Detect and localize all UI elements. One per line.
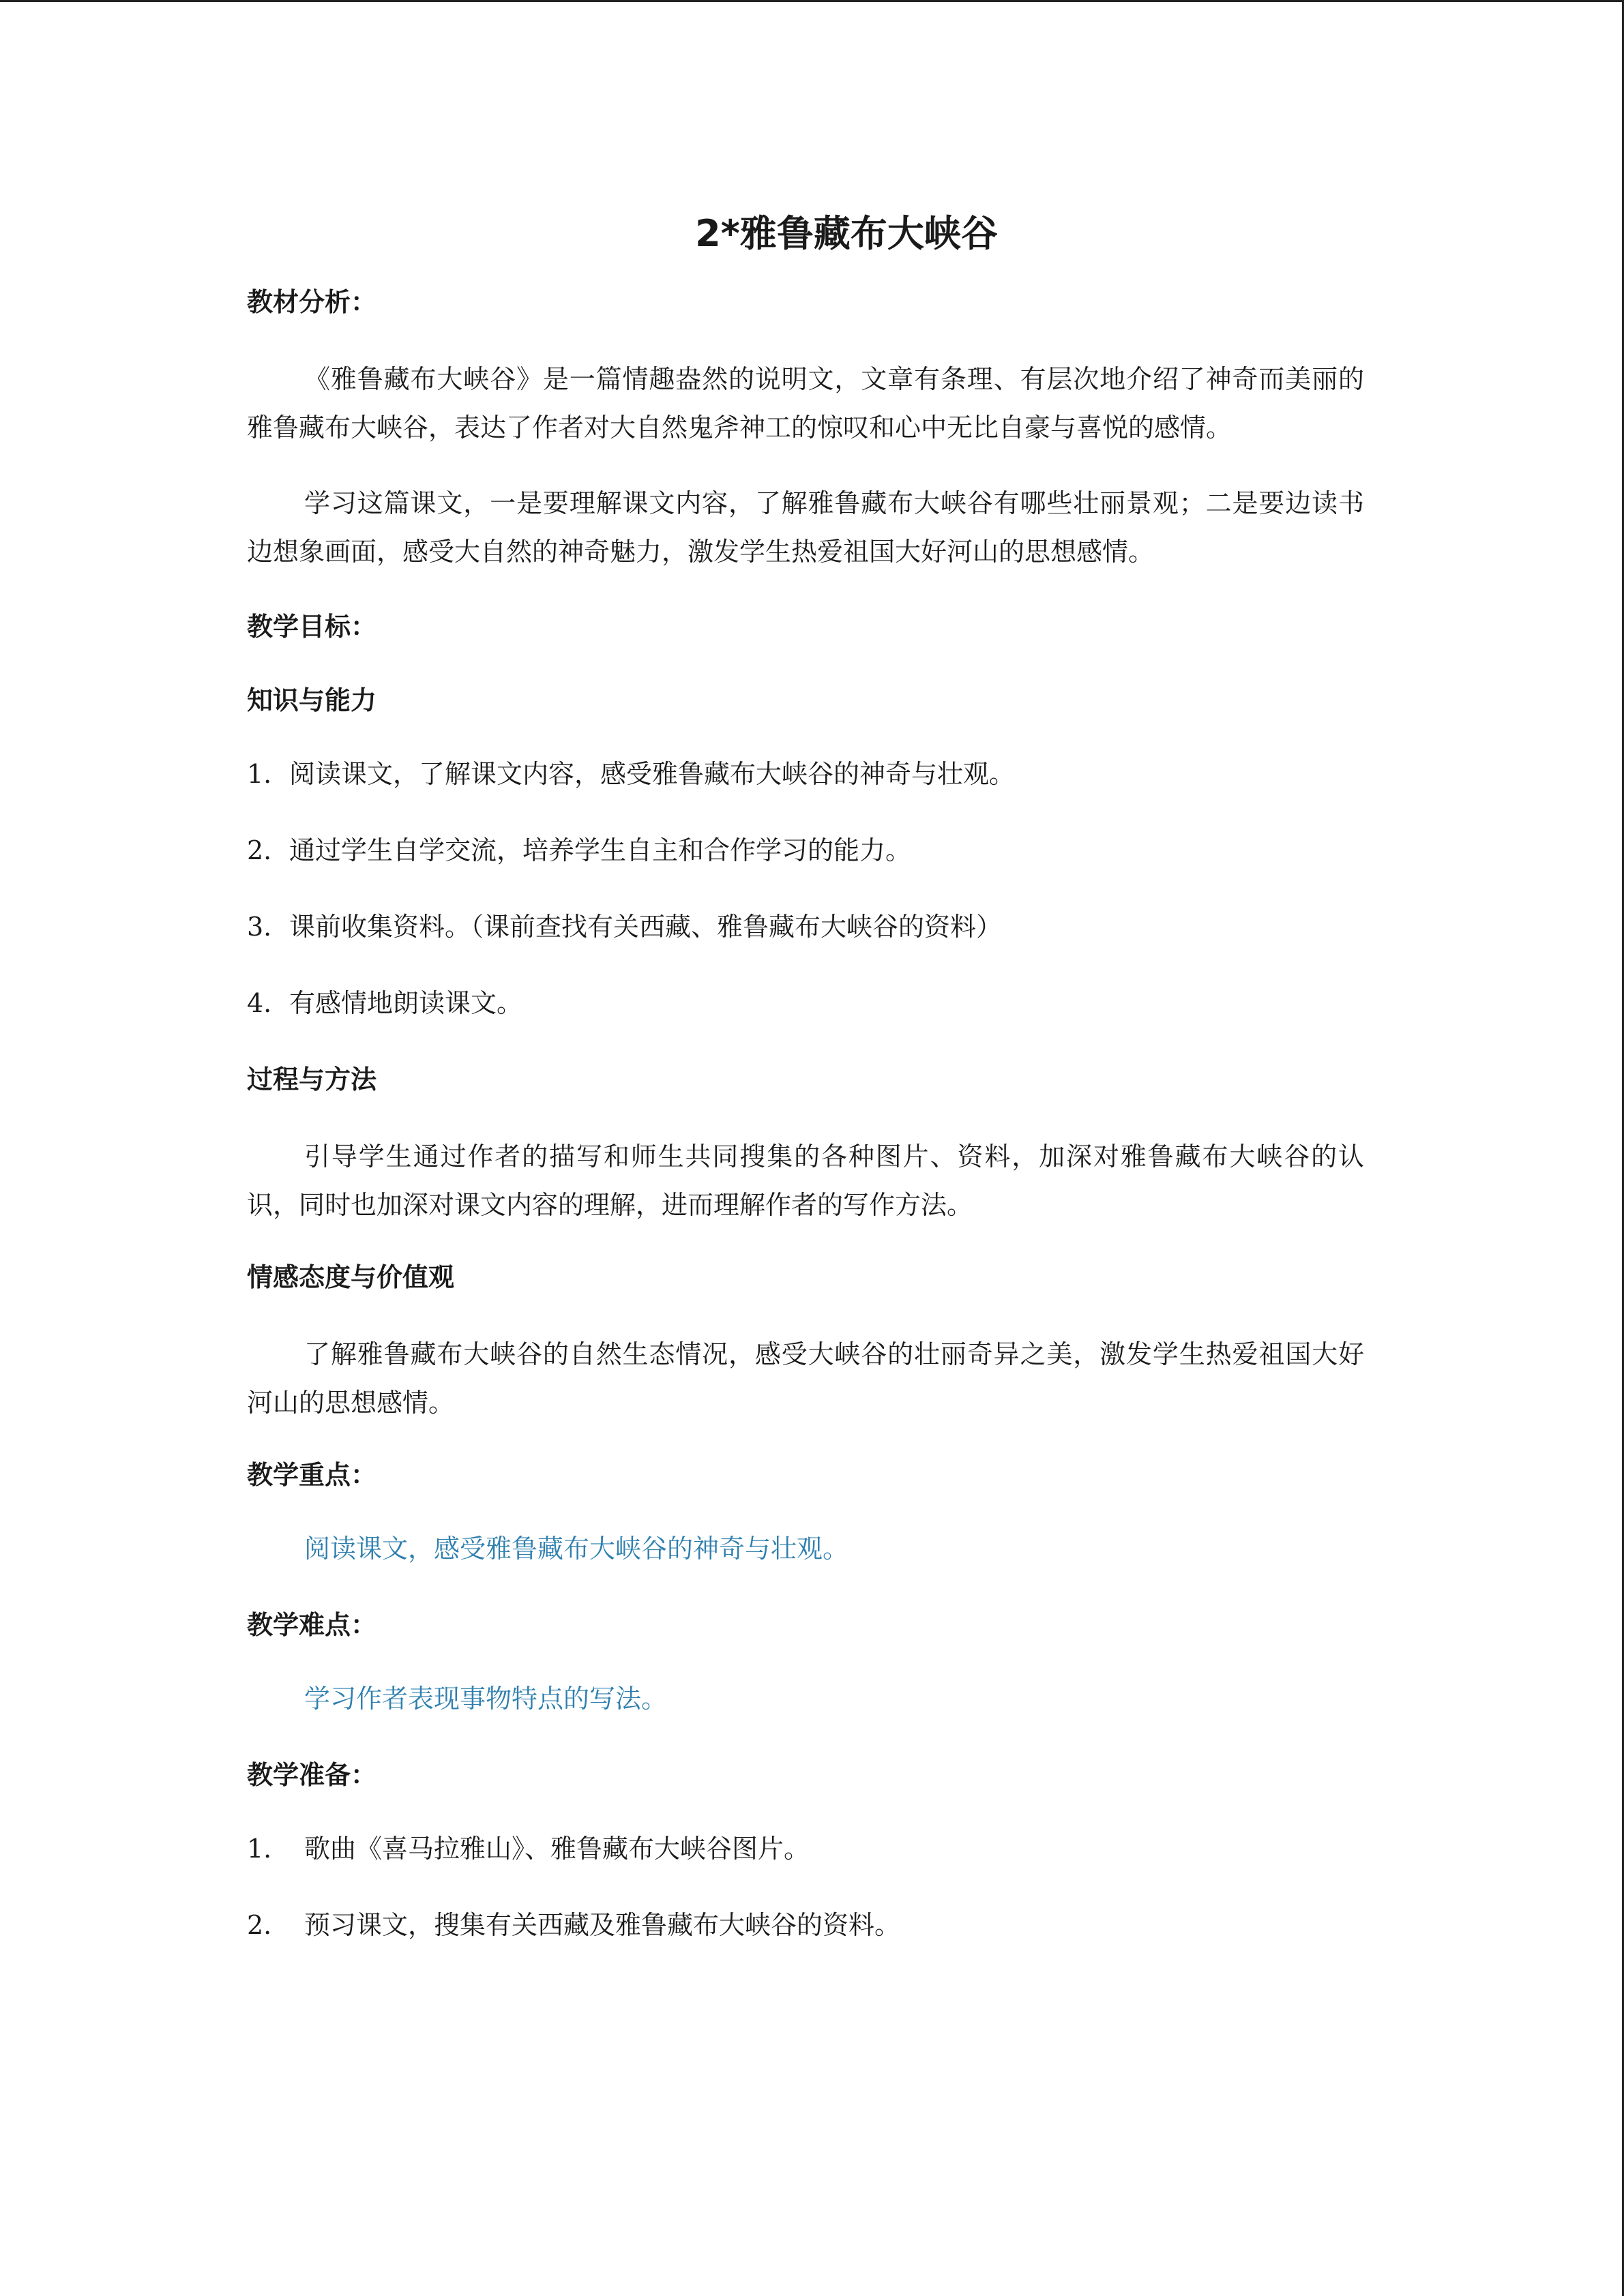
difficulty-heading: 教学难点：	[247, 1610, 377, 1640]
emotion-heading: 情感态度与价值观	[247, 1262, 455, 1292]
material-paragraph-1: 《雅鲁藏布大峡谷》是一篇情趣盎然的说明文，文章有条理、有层次地介绍了神奇而美丽的雅鲁藏布大峡谷，表达了作者对大自然鬼斧神工的惊叹和心中无比自豪与喜悦的感情。	[247, 364, 1364, 443]
list-item-text: 通过学生自学交流，培养学生自主和合作学习的能力。	[289, 835, 912, 865]
list-item-number: 3.	[247, 912, 272, 942]
goals-heading: 教学目标：	[247, 612, 377, 642]
list-item-text: 歌曲《喜马拉雅山》、雅鲁藏布大峡谷图片。	[304, 1834, 810, 1864]
process-heading: 过程与方法	[247, 1064, 377, 1094]
list-item	[247, 1905, 1364, 1945]
process-paragraph: 引导学生通过作者的描写和师生共同搜集的各种图片、资料，加深对雅鲁藏布大峡谷的认识，同时也加深对课文内容的理解，进而理解作者的写作方法。	[247, 1142, 1364, 1220]
material-paragraph-2: 学习这篇课文，一是要理解课文内容，了解雅鲁藏布大峡谷有哪些壮丽景观；二是要边读书边想象画面，感受大自然的神奇魅力，激发学生热爱祖国大好河山的思想感情。	[247, 488, 1364, 567]
list-item-number: 2.	[247, 1910, 272, 1940]
list-item-number: 1.	[247, 1834, 272, 1864]
list-item-text: 有感情地朗读课文。	[289, 988, 523, 1018]
emotion-paragraph: 了解雅鲁藏布大峡谷的自然生态情况，感受大峡谷的壮丽奇异之美，激发学生热爱祖国大好河山的思想感情。	[247, 1339, 1364, 1418]
material-heading: 教材分析：	[247, 287, 377, 317]
focus-text: 阅读课文，感受雅鲁藏布大峡谷的神奇与壮观。	[304, 1534, 849, 1564]
list-item-number: 4.	[247, 988, 272, 1018]
list-item	[247, 754, 1364, 794]
list-item-text: 阅读课文，了解课文内容，感受雅鲁藏布大峡谷的神奇与壮观。	[289, 759, 1016, 789]
page-title: 2*雅鲁藏布大峡谷	[695, 212, 998, 255]
list-item	[247, 983, 1364, 1024]
list-item	[247, 830, 1364, 871]
list-item	[247, 1828, 1364, 1869]
difficulty-text: 学习作者表现事物特点的写法。	[304, 1684, 668, 1714]
list-item-text: 预习课文，搜集有关西藏及雅鲁藏布大峡谷的资料。	[304, 1910, 901, 1940]
list-item-text: 课前收集资料。（课前查找有关西藏、雅鲁藏布大峡谷的资料）	[289, 912, 1003, 942]
knowledge-heading: 知识与能力	[247, 685, 377, 715]
preparation-heading: 教学准备：	[247, 1760, 377, 1790]
list-item	[247, 906, 1364, 947]
list-item-number: 1.	[247, 759, 272, 789]
focus-heading: 教学重点：	[247, 1460, 377, 1490]
document-content	[247, 207, 1364, 1981]
list-item-number: 2.	[247, 835, 272, 865]
